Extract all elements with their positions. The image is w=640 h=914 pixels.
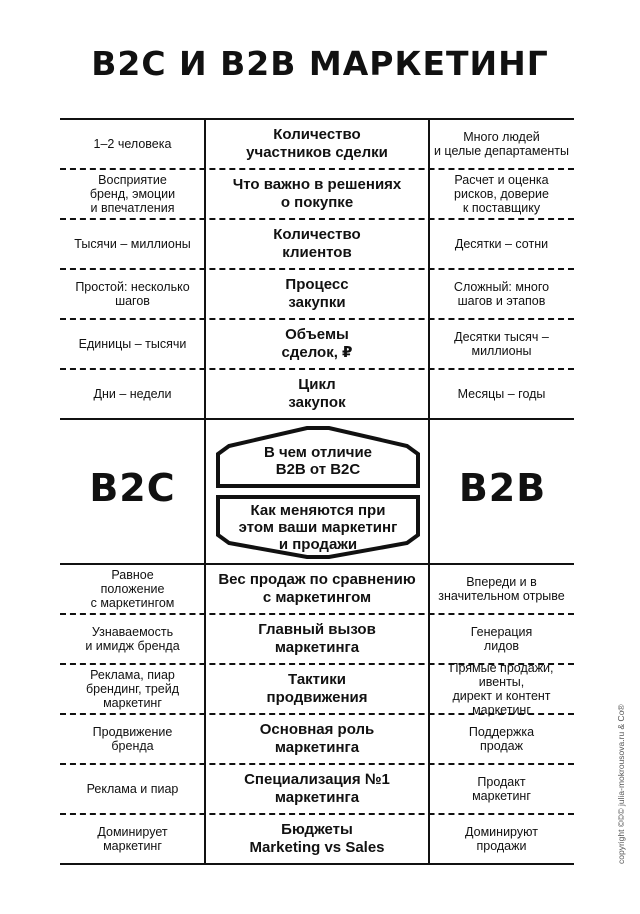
b2c-cell: Продвижение бренда	[92, 725, 173, 753]
central-section	[60, 420, 574, 563]
criterion-cell: Вес продаж по сравнению с маркетингом	[218, 571, 416, 606]
b2c-cell: Реклама и пиар	[86, 782, 179, 796]
table-row	[60, 661, 574, 717]
b2b-cell: Расчет и оценка рисков, доверие к поставщику	[454, 173, 549, 215]
table-row	[60, 220, 574, 268]
upper-box-text: В чем отличие B2B от B2C	[263, 444, 373, 478]
b2c-cell: Равное положение с маркетингом	[90, 568, 175, 610]
table-row	[60, 120, 574, 168]
table-row	[60, 565, 574, 613]
b2b-cell: Десятки тысяч – миллионы	[454, 330, 549, 358]
criterion-cell: Что важно в решениях о покупке	[232, 176, 402, 211]
page-title: B2C И B2B МАРКЕТИНГ	[91, 44, 549, 83]
b2c-cell: Дни – недели	[93, 387, 172, 401]
criterion-cell: Бюджеты Marketing vs Sales	[249, 821, 385, 856]
criterion-cell: Количество клиентов	[273, 226, 361, 261]
b2b-cell: Сложный: много шагов и этапов	[453, 280, 550, 308]
b2c-cell: Единицы – тысячи	[78, 337, 187, 351]
table-row	[60, 765, 574, 813]
criterion-cell: Специализация №1 маркетинга	[244, 771, 390, 806]
b2c-cell: Узнаваемость и имидж бренда	[85, 625, 180, 653]
table-bottom-border	[60, 863, 574, 865]
criterion-cell: Процесс закупки	[285, 276, 349, 311]
comparison-table	[60, 118, 574, 863]
criterion-cell: Тактики продвижения	[266, 671, 368, 706]
b2b-cell: Продакт маркетинг	[472, 775, 531, 803]
b2c-cell: Восприятие бренд, эмоции и впечатления	[89, 173, 176, 215]
criterion-cell: Объемы сделок, ₽	[281, 326, 353, 361]
b2b-cell: Десятки – сотни	[454, 237, 549, 251]
b2c-cell: Доминирует маркетинг	[97, 825, 168, 853]
criterion-cell: Количество участников сделки	[246, 126, 388, 161]
criterion-cell: Главный вызов маркетинга	[258, 621, 376, 656]
b2b-cell: Много людей и целые департаменты	[433, 130, 570, 158]
criterion-cell: Цикл закупок	[288, 376, 346, 411]
table-row	[60, 815, 574, 863]
b2c-cell: Тысячи – миллионы	[74, 237, 191, 251]
b2b-cell: Поддержка продаж	[468, 725, 535, 753]
table-row	[60, 270, 574, 318]
table-row	[60, 370, 574, 418]
b2c-cell: Простой: несколько шагов	[75, 280, 190, 308]
b2b-cell: Доминируют продажи	[465, 825, 538, 853]
b2b-label: B2B	[458, 466, 547, 510]
b2b-cell: Месяцы – годы	[457, 387, 546, 401]
b2b-cell: Прямые продажи, ивенты, директ и контент маркетинг	[449, 661, 554, 717]
table-row	[60, 320, 574, 368]
criterion-cell: Основная роль маркетинга	[259, 721, 375, 756]
table-row	[60, 170, 574, 218]
b2c-cell: 1–2 человека	[93, 137, 172, 151]
b2b-cell: Генерация лидов	[470, 625, 533, 653]
table-row	[60, 615, 574, 663]
copyright-text: copyright ©©© julia-mokrousova.ru & Co®	[616, 704, 626, 864]
b2c-cell: Реклама, пиар брендинг, трейд маркетинг	[85, 668, 180, 710]
b2b-cell: Впереди и в значительном отрыве	[438, 575, 565, 603]
b2c-label: B2C	[89, 466, 176, 510]
table-row	[60, 715, 574, 763]
lower-box-text: Как меняются при этом ваши маркетинг и продажи	[238, 502, 398, 553]
